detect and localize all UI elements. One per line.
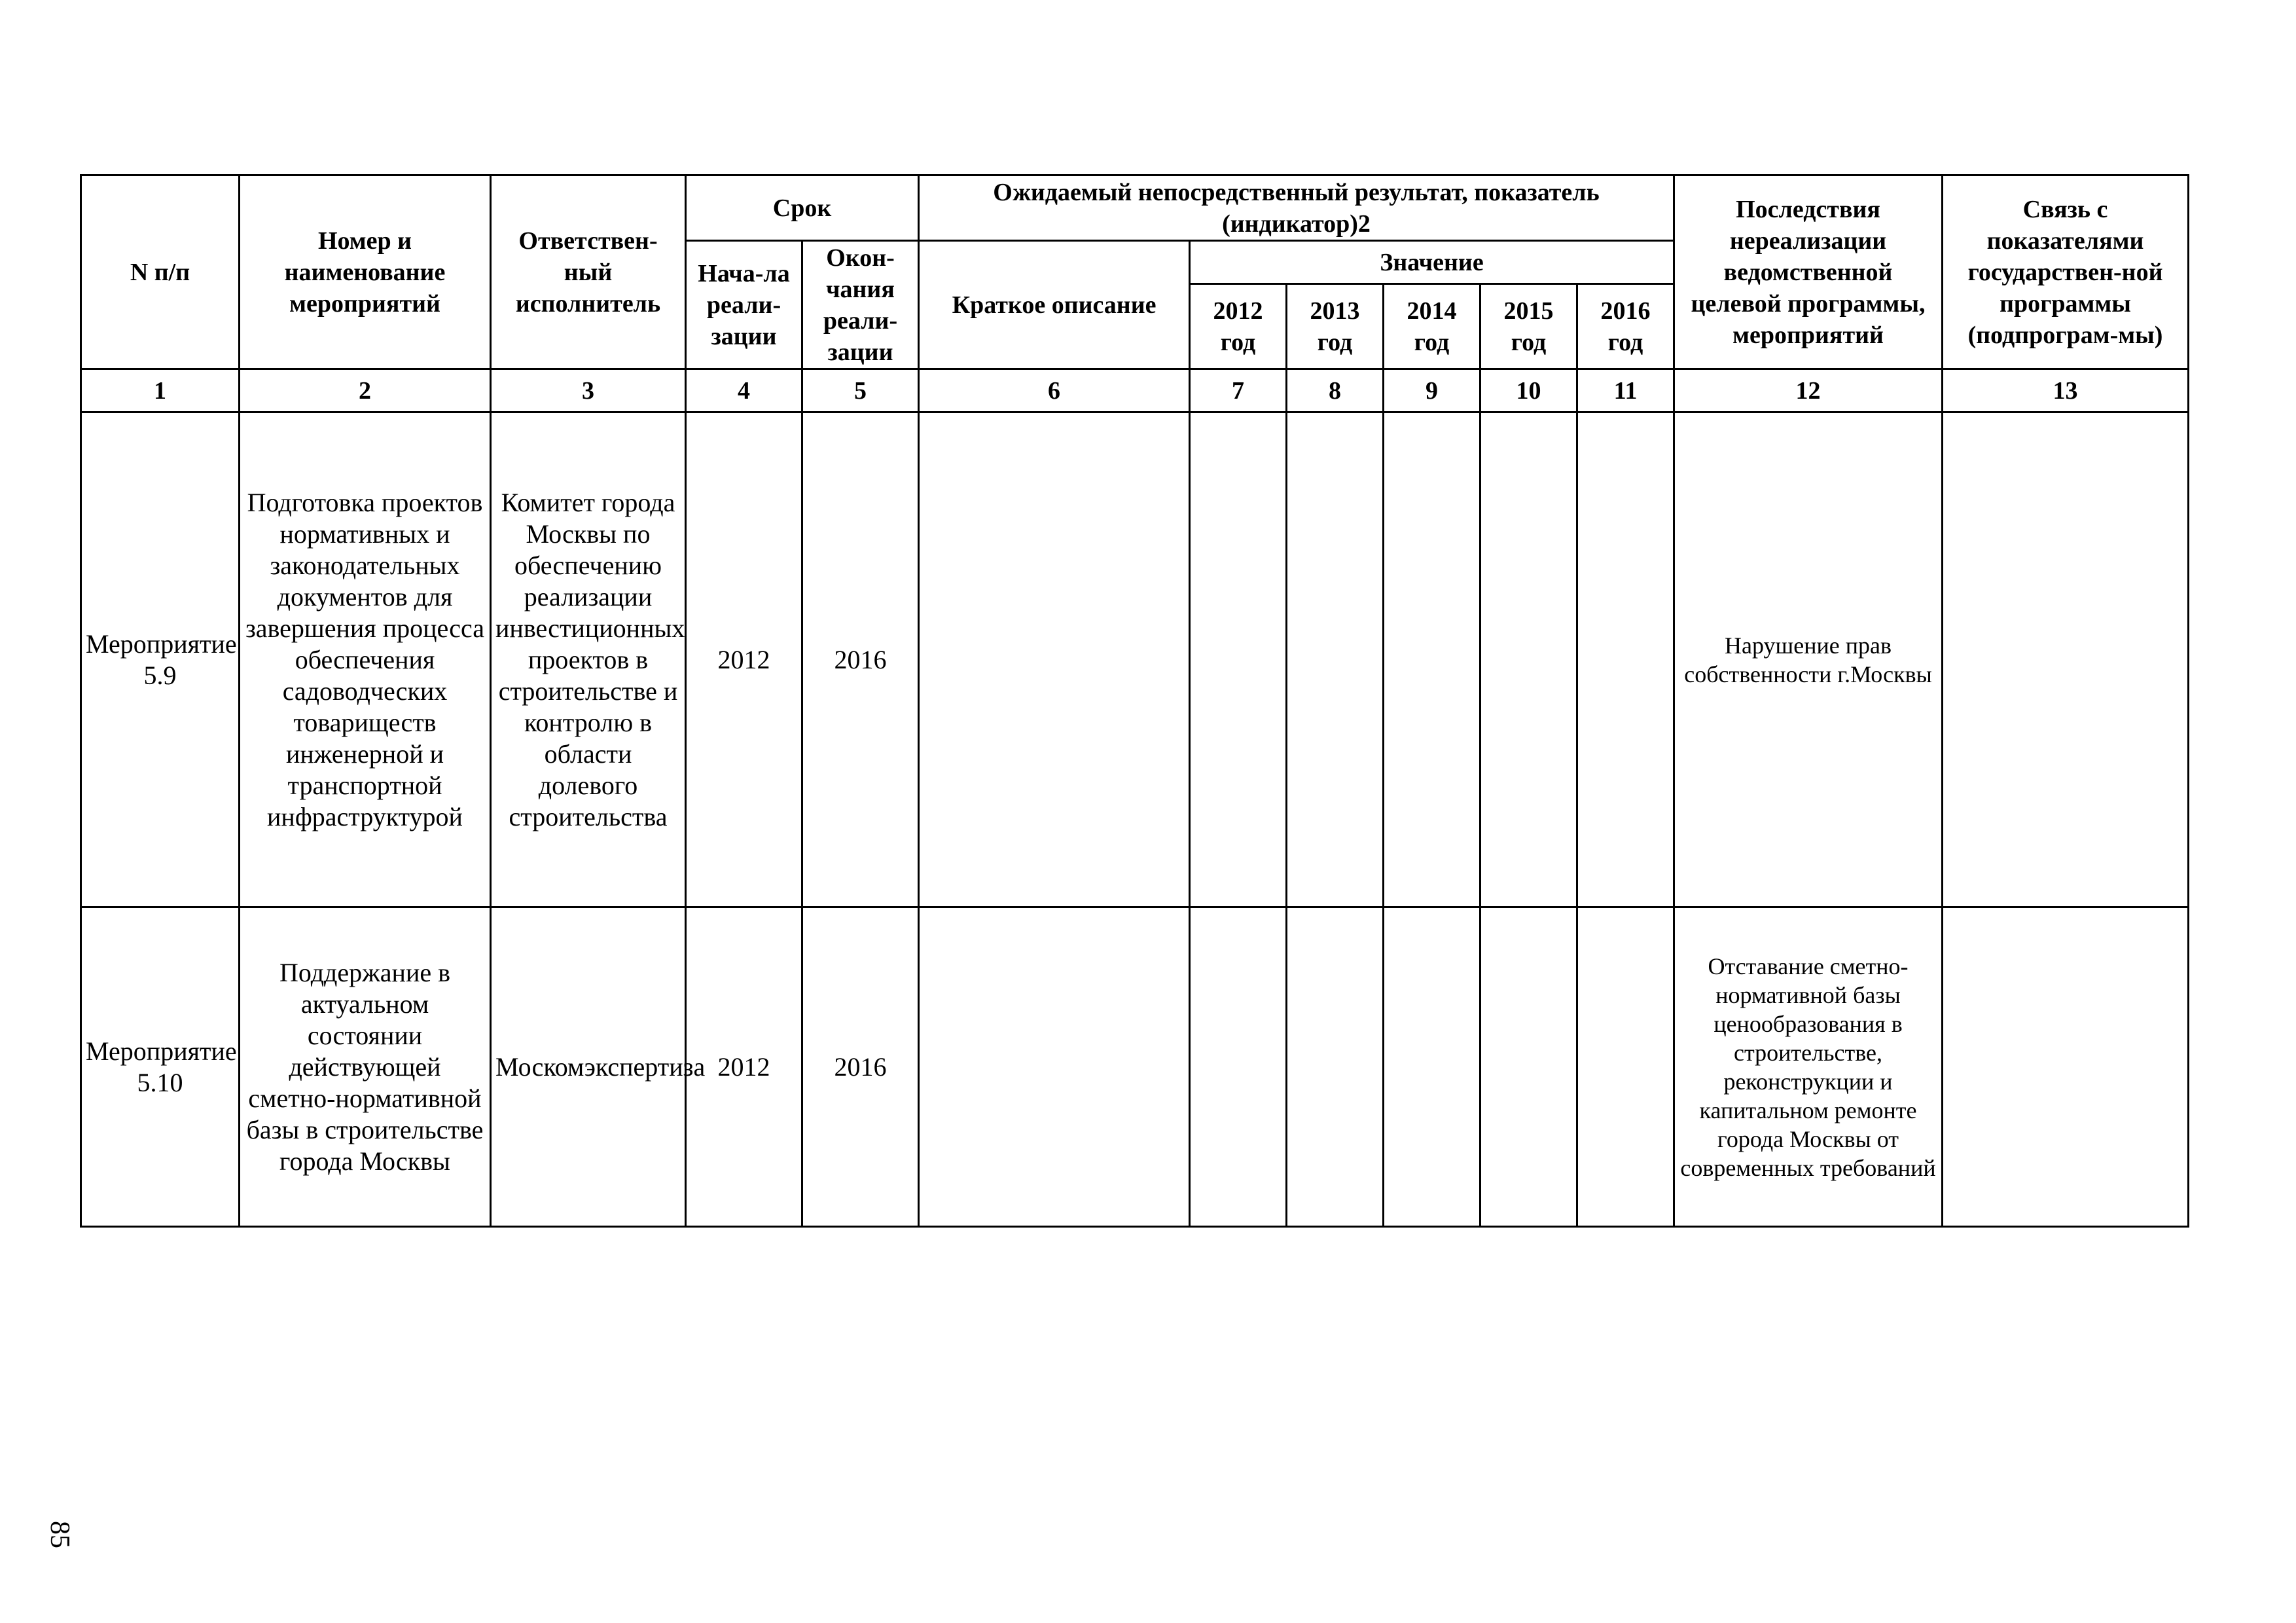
header-expected-result: Ожидаемый непосредственный результат, показатель (индикатор)2: [919, 175, 1674, 241]
column-number: 5: [802, 369, 919, 412]
row-num: Мероприятие 5.9: [81, 412, 240, 907]
row-year-value: [1577, 412, 1674, 907]
row-year-value: [1190, 907, 1287, 1227]
row-year-value: [1190, 412, 1287, 907]
row-responsible: Москомэкспертиза: [491, 907, 686, 1227]
header-term-end: Окон-чания реали-зации: [802, 241, 919, 369]
column-number: 13: [1943, 369, 2189, 412]
column-number: 12: [1674, 369, 1943, 412]
row-short-desc: [919, 907, 1190, 1227]
row-end: 2016: [802, 412, 919, 907]
header-consequences: Последствия нереализации ведомственной целевой программы, мероприятий: [1674, 175, 1943, 369]
header-year: 2014 год: [1384, 284, 1480, 369]
row-year-value: [1480, 412, 1577, 907]
row-start: 2012: [686, 907, 802, 1227]
column-number: 4: [686, 369, 802, 412]
table-row: [81, 907, 2189, 1227]
column-number: 11: [1577, 369, 1674, 412]
column-number: 8: [1287, 369, 1384, 412]
column-number: 2: [240, 369, 491, 412]
header-row-1: [81, 175, 2189, 241]
program-table: [80, 174, 2189, 1228]
row-start: 2012: [686, 412, 802, 907]
column-number: 7: [1190, 369, 1287, 412]
row-year-value: [1480, 907, 1577, 1227]
row-name: Подготовка проектов нормативных и законодательных документов для завершения процесса обеспечения садоводческих товариществ инженерной и транспортной инфраструктурой: [240, 412, 491, 907]
header-year: 2015 год: [1480, 284, 1577, 369]
column-number: 9: [1384, 369, 1480, 412]
header-name: Номер и наименование мероприятий: [240, 175, 491, 369]
column-number: 3: [491, 369, 686, 412]
column-number: 10: [1480, 369, 1577, 412]
row-consequences: Отставание сметно-нормативной базы ценообразования в строительстве, реконструкции и капитальном ремонте города Москвы от современных требований: [1674, 907, 1943, 1227]
column-number: 1: [81, 369, 240, 412]
header-short-desc: Краткое описание: [919, 241, 1190, 369]
row-end: 2016: [802, 907, 919, 1227]
header-year: 2016 год: [1577, 284, 1674, 369]
row-num: Мероприятие 5.10: [81, 907, 240, 1227]
row-short-desc: [919, 412, 1190, 907]
row-consequences: Нарушение прав собственности г.Москвы: [1674, 412, 1943, 907]
row-year-value: [1287, 412, 1384, 907]
row-responsible: Комитет города Москвы по обеспечению реализации инвестиционных проектов в строительстве и контролю в области долевого строительства: [491, 412, 686, 907]
header-link: Связь с показателями государствен-ной программы (подпрограм-мы): [1943, 175, 2189, 369]
table-row: [81, 412, 2189, 907]
page-number: 85: [45, 1521, 75, 1548]
header-year: 2013 год: [1287, 284, 1384, 369]
row-link: [1943, 907, 2189, 1227]
row-year-value: [1384, 907, 1480, 1227]
row-year-value: [1577, 907, 1674, 1227]
header-responsible: Ответствен-ный исполнитель: [491, 175, 686, 369]
row-year-value: [1287, 907, 1384, 1227]
header-year: 2012 год: [1190, 284, 1287, 369]
column-number-row: [81, 369, 2189, 412]
header-num: N п/п: [81, 175, 240, 369]
header-term: Срок: [686, 175, 919, 241]
row-year-value: [1384, 412, 1480, 907]
row-name: Поддержание в актуальном состоянии действующей сметно-нормативной базы в строительстве города Москвы: [240, 907, 491, 1227]
column-number: 6: [919, 369, 1190, 412]
row-link: [1943, 412, 2189, 907]
header-value: Значение: [1190, 241, 1674, 284]
header-term-start: Нача-ла реали-зации: [686, 241, 802, 369]
